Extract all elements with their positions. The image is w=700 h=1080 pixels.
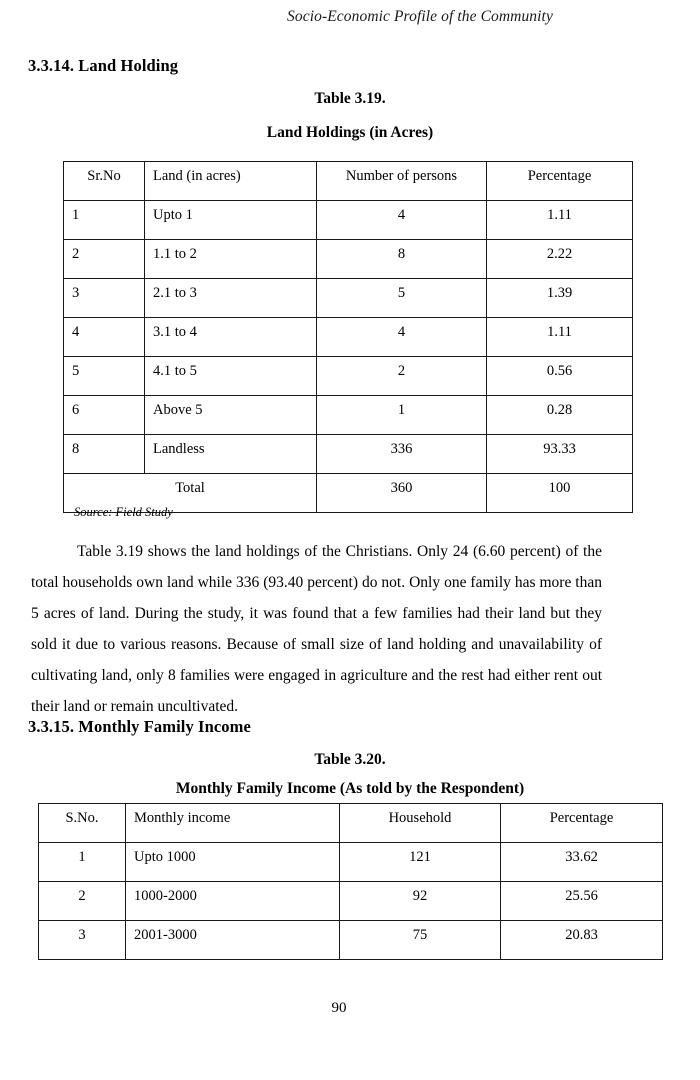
table-row <box>39 921 663 960</box>
table-row <box>39 843 663 882</box>
column-header-household: Household <box>340 804 501 843</box>
column-header-sr-no: Sr.No <box>64 162 145 201</box>
table-row <box>64 396 633 435</box>
cell-sr-no: 1 <box>64 201 145 240</box>
table-row <box>64 240 633 279</box>
table-row <box>64 357 633 396</box>
source-note-table-319: Source: Field Study <box>74 505 173 519</box>
cell-total-persons: 360 <box>317 474 487 513</box>
table-row <box>64 279 633 318</box>
body-paragraph-land-holding: Table 3.19 shows the land holdings of the Christians. Only 24 (6.60 percent) of the total households own land while 336 (93.40 percent) do not. Only one family has more than 5 acres of land. During the study, it was found that a few families had their land but they sold it due to various reasons. Because of small size of land holding and unavailability of cultivating land, only 8 families were engaged in agriculture and the rest had either rent out their land or remain uncultivated. <box>31 543 602 715</box>
cell-sr-no: 6 <box>64 396 145 435</box>
cell-land: Above 5 <box>145 396 317 435</box>
cell-sr-no: 8 <box>64 435 145 474</box>
section-heading-monthly-family-income: 3.3.15. Monthly Family Income <box>28 717 251 736</box>
column-header-percentage: Percentage <box>487 162 633 201</box>
cell-sr-no: 4 <box>64 318 145 357</box>
cell-persons: 336 <box>317 435 487 474</box>
cell-percentage: 33.62 <box>501 843 663 882</box>
cell-persons: 1 <box>317 396 487 435</box>
table-row <box>64 435 633 474</box>
table-320-title: Monthly Family Income (As told by the Respondent) <box>175 780 525 797</box>
table-row <box>64 318 633 357</box>
cell-percentage: 1.11 <box>487 318 633 357</box>
cell-persons: 2 <box>317 357 487 396</box>
cell-percentage: 20.83 <box>501 921 663 960</box>
cell-household: 92 <box>340 882 501 921</box>
table-319-number: Table 3.19. <box>314 90 386 107</box>
running-head: Socio-Economic Profile of the Community <box>287 8 553 25</box>
table-row <box>39 882 663 921</box>
cell-percentage: 1.11 <box>487 201 633 240</box>
cell-sr-no: 3 <box>64 279 145 318</box>
table-row <box>64 201 633 240</box>
cell-percentage: 0.28 <box>487 396 633 435</box>
table-320-number: Table 3.20. <box>314 751 386 768</box>
cell-persons: 8 <box>317 240 487 279</box>
cell-land: 3.1 to 4 <box>145 318 317 357</box>
table-monthly-family-income <box>38 803 663 960</box>
column-header-percentage: Percentage <box>501 804 663 843</box>
section-heading-land-holding: 3.3.14. Land Holding <box>28 56 179 75</box>
column-header-income: Monthly income <box>126 804 340 843</box>
cell-sr-no: 5 <box>64 357 145 396</box>
column-header-s-no: S.No. <box>39 804 126 843</box>
cell-s-no: 3 <box>39 921 126 960</box>
cell-persons: 4 <box>317 201 487 240</box>
cell-persons: 4 <box>317 318 487 357</box>
cell-income: 2001-3000 <box>126 921 340 960</box>
cell-s-no: 1 <box>39 843 126 882</box>
table-land-holdings <box>63 161 633 513</box>
cell-percentage: 2.22 <box>487 240 633 279</box>
cell-sr-no: 2 <box>64 240 145 279</box>
cell-income: 1000-2000 <box>126 882 340 921</box>
table-header-row <box>64 162 633 201</box>
cell-percentage: 25.56 <box>501 882 663 921</box>
column-header-persons: Number of persons <box>317 162 487 201</box>
cell-household: 121 <box>340 843 501 882</box>
cell-land: 2.1 to 3 <box>145 279 317 318</box>
cell-percentage: 0.56 <box>487 357 633 396</box>
cell-s-no: 2 <box>39 882 126 921</box>
page-number: 90 <box>331 1000 347 1016</box>
cell-land: Landless <box>145 435 317 474</box>
cell-land: Upto 1 <box>145 201 317 240</box>
cell-total-percentage: 100 <box>487 474 633 513</box>
cell-percentage: 93.33 <box>487 435 633 474</box>
cell-land: 4.1 to 5 <box>145 357 317 396</box>
cell-total-label: Total <box>64 474 317 513</box>
cell-household: 75 <box>340 921 501 960</box>
cell-land: 1.1 to 2 <box>145 240 317 279</box>
cell-percentage: 1.39 <box>487 279 633 318</box>
cell-persons: 5 <box>317 279 487 318</box>
table-319-title: Land Holdings (in Acres) <box>266 124 434 141</box>
cell-income: Upto 1000 <box>126 843 340 882</box>
column-header-land: Land (in acres) <box>145 162 317 201</box>
table-header-row <box>39 804 663 843</box>
